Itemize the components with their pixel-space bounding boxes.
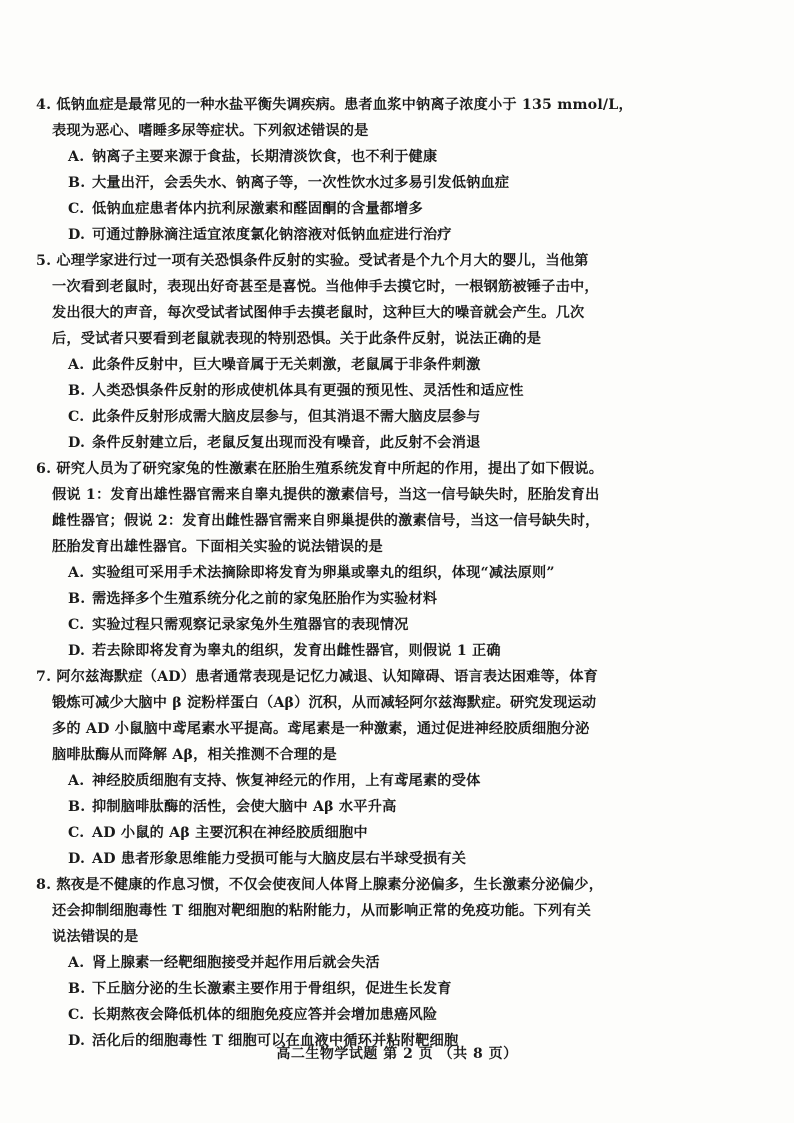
option-b [36, 794, 676, 820]
option-text: 大量出汗，会丢失水、钠离子等，一次性饮水过多易引发低钠血症 [92, 175, 510, 191]
option-c [36, 612, 676, 638]
option-key: D. [68, 435, 86, 451]
option-key: A. [68, 149, 85, 165]
option-b [36, 378, 676, 404]
option-key: D. [68, 1033, 86, 1049]
page-footer: 高二生物学试题 第 2 页 （共 8 页） [276, 1046, 518, 1062]
option-key: A. [68, 565, 85, 581]
option-text: 若去除即将发育为睾丸的组织，发育出雌性器官，则假说 1 正确 [92, 643, 501, 659]
question-stem-line: 锻炼可减少大脑中 β 淀粉样蛋白（Aβ）沉积，从而减轻阿尔兹海默症。研究发现运动 [52, 695, 597, 711]
option-text: 实验过程只需观察记录家兔外生殖器官的表现情况 [92, 617, 409, 633]
question-stem-line: 后，受试者只要看到老鼠就表现的特别恐惧。关于此条件反射，说法正确的是 [52, 331, 542, 347]
option-key: C. [68, 1007, 85, 1023]
option-key: C. [68, 825, 85, 841]
option-a [36, 560, 676, 586]
option-text: 抑制脑啡肽酶的活性，会使大脑中 Aβ 水平升高 [92, 799, 397, 815]
option-key: A. [68, 773, 85, 789]
option-a [36, 352, 676, 378]
option-key: D. [68, 851, 86, 867]
option-c [36, 196, 676, 222]
option-key: D. [68, 227, 86, 243]
option-key: C. [68, 617, 85, 633]
option-text: 下丘脑分泌的生长激素主要作用于骨组织，促进生长发育 [92, 981, 452, 997]
option-text: 条件反射建立后，老鼠反复出现而没有噪音，此反射不会消退 [92, 435, 481, 451]
question-4 [36, 92, 676, 248]
question-5 [36, 248, 676, 456]
question-stem-line: 发出很大的声音，每次受试者试图伸手去摸老鼠时，这种巨大的噪音就会产生。几次 [52, 305, 585, 321]
option-text: 钠离子主要来源于食盐，长期清淡饮食，也不利于健康 [92, 149, 438, 165]
option-key: B. [68, 799, 86, 815]
question-stem-line: 6. 研究人员为了研究家兔的性激素在胚胎生殖系统发育中所起的作用，提出了如下假说。 [36, 461, 604, 477]
option-text: AD 患者形象思维能力受损可能与大脑皮层右半球受损有关 [92, 851, 467, 867]
option-text: 神经胶质细胞有支持、恢复神经元的作用，上有鸢尾素的受体 [92, 773, 481, 789]
option-key: C. [68, 201, 85, 217]
question-stem-line: 说法错误的是 [52, 929, 139, 945]
question-stem-line: 脑啡肽酶从而降解 Aβ，相关推测不合理的是 [52, 747, 337, 763]
option-text: 需选择多个生殖系统分化之前的家兔胚胎作为实验材料 [92, 591, 438, 607]
option-d [36, 430, 676, 456]
option-text: AD 小鼠的 Aβ 主要沉积在神经胶质细胞中 [92, 825, 368, 841]
question-stem-line: 一次看到老鼠时，表现出好奇甚至是喜悦。当他伸手去摸它时，一根钢筋被锤子击中， [52, 279, 599, 295]
option-b [36, 976, 676, 1002]
option-d [36, 638, 676, 664]
question-7 [36, 664, 676, 872]
question-stem-line: 多的 AD 小鼠脑中鸢尾素水平提高。鸢尾素是一种激素，通过促进神经胶质细胞分泌 [52, 721, 590, 737]
option-text: 低钠血症患者体内抗利尿激素和醛固酮的含量都增多 [92, 201, 423, 217]
question-list [36, 92, 676, 1054]
option-key: A. [68, 357, 85, 373]
question-stem-line: 表现为恶心、嗜睡多尿等症状。下列叙述错误的是 [52, 123, 369, 139]
question-8 [36, 872, 676, 1054]
question-stem-line: 雌性器官；假说 2：发育出雌性器官需来自卵巢提供的激素信号，当这一信号缺失时， [52, 513, 600, 529]
option-c [36, 820, 676, 846]
option-key: B. [68, 591, 86, 607]
question-stem-line: 5. 心理学家进行过一项有关恐惧条件反射的实验。受试者是个九个月大的婴儿，当他第 [36, 253, 589, 269]
option-key: C. [68, 409, 85, 425]
option-key: B. [68, 383, 86, 399]
option-key: B. [68, 981, 86, 997]
option-b [36, 586, 676, 612]
option-a [36, 950, 676, 976]
question-stem-line: 胚胎发育出雄性器官。下面相关实验的说法错误的是 [52, 539, 383, 555]
option-c [36, 1002, 676, 1028]
question-stem-line: 8. 熬夜是不健康的作息习惯，不仅会使夜间人体肾上腺素分泌偏多，生长激素分泌偏少， [36, 877, 604, 893]
option-key: A. [68, 955, 85, 971]
option-key: D. [68, 643, 86, 659]
option-text: 实验组可采用手术法摘除即将发育为卵巢或睾丸的组织，体现“减法原则” [92, 565, 555, 581]
question-stem-line: 假说 1：发育出雄性器官需来自睾丸提供的激素信号，当这一信号缺失时，胚胎发育出 [52, 487, 600, 503]
option-text: 此条件反射中，巨大噪音属于无关刺激，老鼠属于非条件刺激 [92, 357, 481, 373]
option-text: 人类恐惧条件反射的形成使机体具有更强的预见性、灵活性和适应性 [92, 383, 524, 399]
question-stem-line: 4. 低钠血症是最常见的一种水盐平衡失调疾病。患者血浆中钠离子浓度小于 135 mmol/L， [36, 97, 633, 113]
option-text: 肾上腺素一经靶细胞接受并起作用后就会失活 [92, 955, 380, 971]
option-b [36, 170, 676, 196]
option-key: B. [68, 175, 86, 191]
option-c [36, 404, 676, 430]
question-stem-line: 还会抑制细胞毒性 T 细胞对靶细胞的粘附能力，从而影响正常的免疫功能。下列有关 [52, 903, 591, 919]
question-6 [36, 456, 676, 664]
option-text: 可通过静脉滴注适宜浓度氯化钠溶液对低钠血症进行治疗 [92, 227, 452, 243]
question-stem-line: 7. 阿尔兹海默症（AD）患者通常表现是记忆力减退、认知障碍、语言表达困难等，体育 [36, 669, 599, 685]
option-text: 此条件反射形成需大脑皮层参与，但其消退不需大脑皮层参与 [92, 409, 481, 425]
option-a [36, 768, 676, 794]
option-text: 活化后的细胞毒性 T 细胞可以在血液中循环并粘附靶细胞 [92, 1033, 459, 1049]
option-text: 长期熬夜会降低机体的细胞免疫应答并会增加患癌风险 [92, 1007, 438, 1023]
option-a [36, 144, 676, 170]
option-d [36, 846, 676, 872]
option-d [36, 222, 676, 248]
